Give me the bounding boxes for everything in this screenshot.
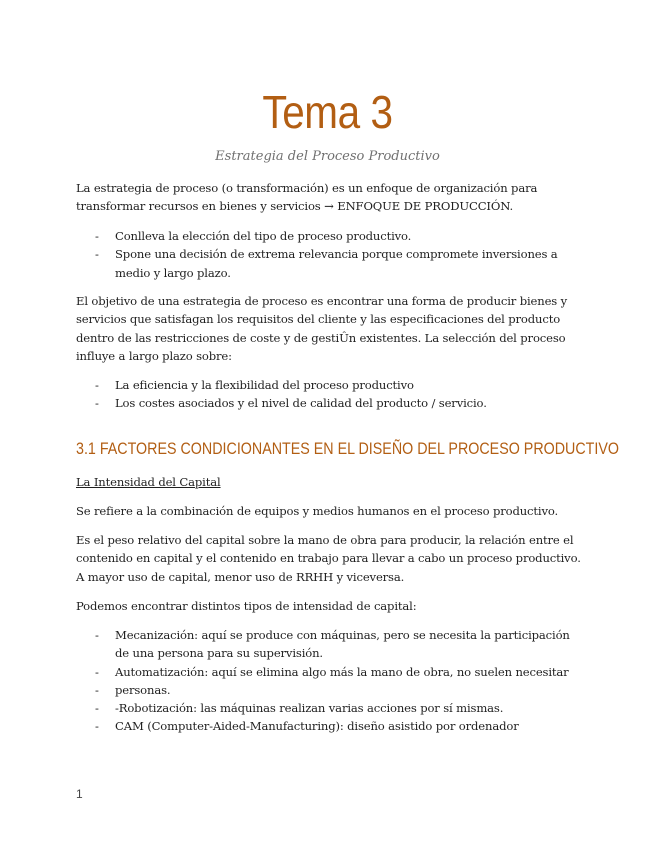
capital-weight-line-3: A mayor uso de capital, menor uso de RRHH y viceversa. [76,569,405,584]
objective-line-4: influye a largo plazo sobre: [76,348,232,363]
list-item [76,663,581,681]
bullet-list-2 [76,376,581,413]
dash-bullet-icon: - [95,664,99,679]
dash-bullet-icon: - [95,628,99,642]
list-item [76,245,581,282]
intro-paragraph [76,179,581,216]
capital-title [76,473,581,491]
list-item-text: Conlleva la elección del tipo de proceso productivo. [115,229,412,243]
section-heading: 3.1 FACTORES CONDICIONANTES EN EL DISEÑO DEL PROCESO PRODUCTIVO [76,439,620,458]
list-item [76,699,581,717]
list-item [76,626,581,663]
intro-line-2-start: transformar recursos en bienes y servicios [76,199,325,214]
list-item-text: personas. [115,682,171,697]
list-item-text: Mecanización: aquí se produce con máquinas, pero se necesita la participación de una persona para su supervisión. [115,628,570,661]
list-item [76,717,581,735]
page-number: 1 [76,787,83,801]
objective-line-3: dentro de las restricciones de coste y de gestiÛn existentes. La selección del proceso [76,330,566,345]
list-item-text: Los costes asociados y el nivel de calidad del producto / servicio. [115,396,487,411]
capital-title-text: La Intensidad del Capital [76,475,221,489]
list-item-text: Spone una decisión de extrema relevancia porque compromete inversiones a medio y largo plazo. [115,247,558,280]
intro-line-2 [76,197,581,215]
capital-definition: Se refiere a la combinación de equipos y medios humanos en el proceso productivo. [76,504,559,518]
bullet-list-3 [76,626,581,736]
capital-weight-line-1: Es el peso relativo del capital sobre la mano de obra para producir, la relación entre el [76,533,574,547]
intro-line-2-end: ENFOQUE DE PRODUCCIÓN. [333,199,513,214]
list-item-text: CAM (Computer-Aided-Manufacturing): diseño asistido por ordenador [115,719,519,734]
bullet-list-1 [76,227,581,282]
dash-bullet-icon: - [95,247,99,262]
dash-bullet-icon: - [95,719,99,734]
capital-weight-line-2: contenido en capital y el contenido en trabajo para llevar a cabo un proceso productivo. [76,551,581,566]
list-item [76,376,581,394]
objective-line-1: El objetivo de una estrategia de proceso es encontrar una forma de producir bienes y [76,294,568,308]
list-item-text: Automatización: aquí se elimina algo más la mano de obra, no suelen necesitar [115,664,569,679]
page-title: Tema 3 [262,86,393,138]
list-item [76,227,581,245]
list-item [76,681,581,699]
objective-line-2: servicios que satisfagan los requisitos del cliente y las especificaciones del producto [76,312,561,327]
dash-bullet-icon: - [95,229,99,243]
intro-line-1: La estrategia de proceso (o transformación) es un enfoque de organización para [76,181,538,195]
dash-bullet-icon: - [95,682,99,697]
page-subtitle: Estrategia del Proceso Productivo [215,149,440,164]
objective-paragraph [76,292,581,365]
arrow-icon: → [324,199,334,214]
dash-bullet-icon: - [95,396,99,411]
dash-bullet-icon: - [95,378,99,392]
list-item-text: -Robotización: las máquinas realizan varias acciones por sí mismas. [115,701,504,716]
dash-bullet-icon: - [95,701,99,716]
list-item [76,394,581,412]
capital-weight-paragraph [76,531,581,586]
list-item-text: La eficiencia y la flexibilidad del proceso productivo [115,378,414,392]
types-intro: Podemos encontrar distintos tipos de intensidad de capital: [76,599,417,613]
